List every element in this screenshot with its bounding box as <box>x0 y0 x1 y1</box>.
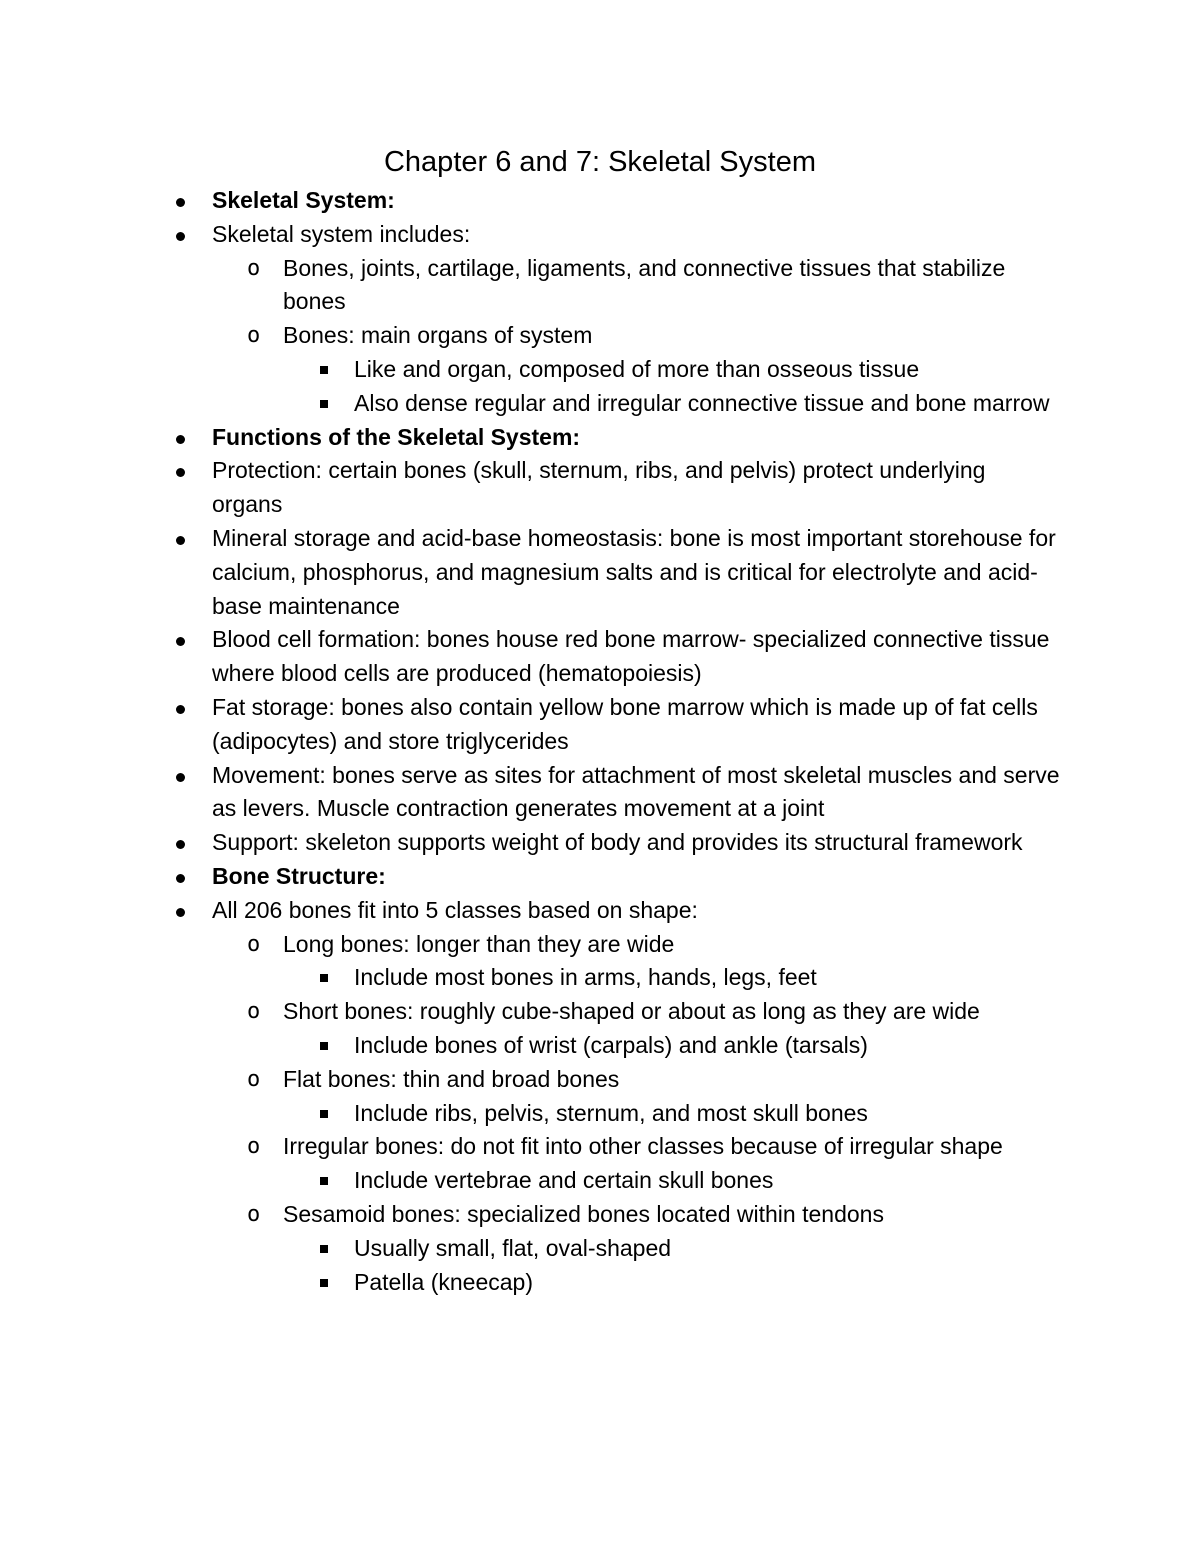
outline-item-text: Movement: bones serve as sites for attachment of most skeletal muscles and serve as levers. Muscle contraction generates movement at a joint <box>212 761 1060 822</box>
bullet-square-icon <box>320 1042 328 1050</box>
outline-item-level-1 <box>0 522 1062 623</box>
outline-item-level-3 <box>0 1266 1064 1300</box>
page-title: Chapter 6 and 7: Skeletal System <box>383 146 816 178</box>
bullet-disc-icon <box>176 435 185 444</box>
outline-item-text: Include ribs, pelvis, sternum, and most skull bones <box>354 1099 868 1126</box>
bullet-disc-icon <box>176 637 185 646</box>
outline-item-text: Include bones of wrist (carpals) and ankle (tarsals) <box>354 1031 868 1058</box>
outline-item-level-2 <box>0 1130 1063 1164</box>
outline-item-text: Long bones: longer than they are wide <box>283 930 675 957</box>
bullet-disc-icon <box>176 536 185 545</box>
outline-item-text: Fat storage: bones also contain yellow bone marrow which is made up of fat cells (adipocytes) and store triglycerides <box>212 693 1038 754</box>
outline-item-level-1 <box>0 454 1062 522</box>
outline-item-text: Also dense regular and irregular connective tissue and bone marrow <box>354 389 1050 416</box>
bullet-square-icon <box>320 974 328 982</box>
outline-item-level-1 <box>0 218 1062 252</box>
outline-item-level-3 <box>0 1164 1064 1198</box>
outline-item-text: Usually small, flat, oval-shaped <box>354 1234 672 1261</box>
outline-item-text: Bones: main organs of system <box>283 322 593 349</box>
bullet-disc-icon <box>176 705 185 714</box>
outline-item-level-1 <box>0 759 1062 827</box>
bullet-circle-icon: o <box>247 1134 261 1160</box>
outline-item-level-2 <box>0 928 1063 962</box>
outline-item-level-2 <box>0 1063 1063 1097</box>
outline-item-level-1 <box>0 860 1062 894</box>
bullet-circle-icon: o <box>247 1066 261 1092</box>
bullet-disc-icon <box>176 908 185 917</box>
bullet-circle-icon: o <box>247 999 261 1025</box>
bullet-disc-icon <box>176 232 185 241</box>
outline-item-text: Include vertebrae and certain skull bones <box>354 1167 774 1194</box>
bullet-disc-icon <box>176 773 185 782</box>
outline-item-text: Functions of the Skeletal System: <box>212 423 581 450</box>
outline-item-level-1 <box>0 421 1062 455</box>
outline-item-level-3 <box>0 1029 1064 1063</box>
outline-item-text: Sesamoid bones: specialized bones located within tendons <box>283 1200 884 1227</box>
outline-item-text: Mineral storage and acid-base homeostasis: bone is most important storehouse for calcium, phosphorus, and magnesium salts and is critical for electrolyte and acid-base maintenance <box>212 524 1056 619</box>
outline-item-level-1 <box>0 894 1062 928</box>
outline-item-level-1 <box>0 826 1062 860</box>
bullet-disc-icon <box>176 468 185 477</box>
outline-item-text: Support: skeleton supports weight of body and provides its structural framework <box>212 829 1023 856</box>
bullet-square-icon <box>320 1279 328 1287</box>
notes-outline <box>0 184 1200 1299</box>
outline-item-text: Skeletal system includes: <box>212 220 471 247</box>
outline-item-level-3 <box>0 1097 1064 1131</box>
outline-item-level-2 <box>0 1198 1063 1232</box>
outline-item-level-1 <box>0 691 1062 759</box>
outline-item-text: Flat bones: thin and broad bones <box>283 1065 620 1092</box>
outline-item-text: Blood cell formation: bones house red bone marrow- specialized connective tissue where blood cells are produced (hematopoiesis) <box>212 626 1050 687</box>
bullet-circle-icon: o <box>247 255 261 281</box>
outline-item-level-2 <box>0 995 1063 1029</box>
bullet-square-icon <box>320 1245 328 1253</box>
outline-item-level-2 <box>0 319 1063 353</box>
bullet-circle-icon: o <box>247 323 261 349</box>
bullet-circle-icon: o <box>247 1201 261 1227</box>
bullet-square-icon <box>320 1177 328 1185</box>
bullet-square-icon <box>320 366 328 374</box>
bullet-disc-icon <box>176 198 185 207</box>
bullet-square-icon <box>320 1110 328 1118</box>
outline-item-text: Skeletal System: <box>212 187 395 213</box>
outline-item-level-3 <box>0 387 1064 421</box>
bullet-circle-icon: o <box>247 931 261 957</box>
outline-item-level-3 <box>0 353 1064 387</box>
bullet-disc-icon <box>176 874 185 883</box>
bullet-disc-icon <box>176 840 185 849</box>
outline-item-level-3 <box>0 1232 1064 1266</box>
outline-item-text: Bone Structure: <box>212 862 386 889</box>
outline-item-text: Protection: certain bones (skull, sternum, ribs, and pelvis) protect underlying organs <box>212 457 986 518</box>
outline-item-level-1 <box>0 623 1062 691</box>
outline-item-level-1 <box>0 184 1062 218</box>
outline-item-level-2 <box>0 252 1063 320</box>
outline-item-text: Bones, joints, cartilage, ligaments, and connective tissues that stabilize bones <box>283 254 1006 315</box>
outline-item-level-3 <box>0 961 1064 995</box>
outline-item-text: Like and organ, composed of more than osseous tissue <box>354 355 920 382</box>
outline-item-text: Short bones: roughly cube-shaped or about as long as they are wide <box>283 998 980 1025</box>
outline-item-text: Irregular bones: do not fit into other classes because of irregular shape <box>283 1133 1003 1160</box>
outline-item-text: Patella (kneecap) <box>354 1268 533 1295</box>
outline-item-text: All 206 bones fit into 5 classes based on shape: <box>212 896 698 923</box>
bullet-square-icon <box>320 400 328 408</box>
outline-item-text: Include most bones in arms, hands, legs, feet <box>354 964 817 991</box>
